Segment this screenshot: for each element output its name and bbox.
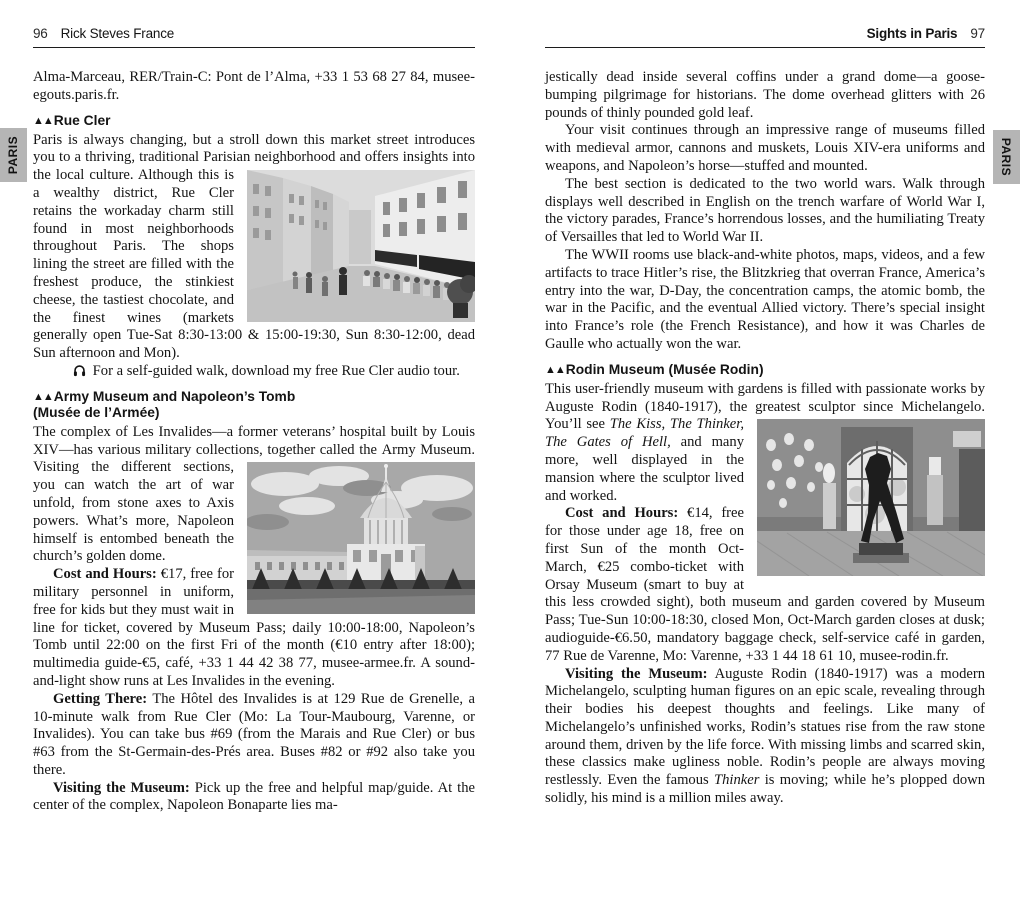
rodin-walking-man-photo [757, 419, 985, 576]
text-run: For a self-guided walk, download my free Rue Cler audio tour. [92, 362, 460, 379]
text-run: The Hôtel des Invalides is at 129 Rue de Grenelle, a 10-minute walk from Rue Cler (Mo: La Tour-Maubourg, Varenne, or Invalides). You can take bus #69 (from the Marais and Rue Cler) or bus #63 from the St-Germain-des-Prés area. Buses #82 or #92 also take you there. [33, 690, 475, 778]
paragraph-army-visiting [33, 780, 475, 816]
paragraph-wwii-rooms [545, 247, 985, 354]
heading-rodin-museum [545, 362, 985, 378]
page-number: 96 [33, 26, 48, 41]
heading-text: Rue Cler [53, 112, 111, 128]
paragraph-rue-cler [33, 132, 475, 363]
text-run: The WWII rooms use black-and-white photos, maps, videos, and a few artifacts to trace Hitler’s rise, the Blitzkrieg that overran France, America’s entry into the war, D-Day, the concentration camps, the atomic bomb, the war in the Pacific, and the eventual Allied victory. There’s special insight into France’s role (the French Resistance), and how it was Charles de Gaulle who actually won the war. [545, 246, 985, 352]
rue-cler-photo [247, 170, 475, 322]
text-run: €14, free for those under age 18, free on first Sun of the month Oct-March, €25 combo-ticket with Orsay Museum (smart to buy at this less crowded sight), both museum and garden covered by Museum Pass; Tue-Sun 10:00-18:30, closed Mon, Oct-March garden closes at dusk; audioguide-€6.50, mandatory baggage check, self-service café in garden, 77 Rue de Varenne, Mo: Varenne, +33 1 44 18 61 10, musee-rodin.fr. [545, 505, 985, 664]
visiting-museum-label: Visiting the Museum: [565, 665, 708, 682]
heading-subtitle: (Musée de l’Armée) [33, 404, 160, 420]
paragraph-audio-tour [33, 363, 475, 381]
paragraph-army-getting-there [33, 691, 475, 780]
page-header-right [545, 26, 985, 48]
paragraph-army-overview [33, 424, 475, 566]
heading-rue-cler [33, 113, 475, 129]
cost-hours-label: Cost and Hours: [53, 566, 157, 583]
getting-there-label: Getting There: [53, 690, 148, 707]
paragraph-museum-range [545, 122, 985, 175]
triangle-rating-icon: ▲▲ [545, 363, 565, 376]
page-right [545, 26, 985, 808]
side-tab-label: PARIS [6, 135, 21, 175]
side-tab-paris-right [993, 130, 1020, 184]
text-run: and many more, well displayed in the mansion where the sculptor lived and worked. [545, 434, 744, 504]
text-run: Auguste Rodin (1840-1917) was a modern Michelangelo, sculpting human figures on an epic scale, revealing through their bodies his deepest thoughts and feelings. Like many of Michelangelo’s unfinished works, Rodin’s statues rise from the raw stone around them, driven by the life force. With missing limbs and scarred skin, these classics make ugliness noble. Rodin’s people are always moving restlessly. Even the famous [545, 665, 986, 789]
book-title: Rick Steves France [60, 26, 175, 41]
text-run: jestically dead inside several coffins under a grand dome—a goose-bumping pilgrimage for historians. The dome overhead glitters with 26 pounds of thinly pounded gold leaf. [545, 69, 985, 121]
text-run: €17, free for military personnel in uniform, free for kids but they must wait in line for ticket, covered by Museum Pass; daily 10:00-18:00, Napoleon’s Tomb until 22:00 on the first Fri of the month (€10 entry after 18:00); multimedia guide-€5, café, +33 1 44 42 38 77, musee-armee.fr. A sound-and-light show runs at Les Invalides in the evening. [33, 566, 475, 689]
heading-text: Rodin Museum (Musée Rodin) [565, 361, 764, 377]
cost-hours-label: Cost and Hours: [565, 505, 679, 522]
text-run: offers insights into the local culture. Although this is a wealthy district, Rue Cler retains the workaday charm still found in most neighborhoods throughout Paris. The shops lining the street are filled with the freshest produce, the stinkiest cheese, the tastiest chocolate, and the finest wines (markets generally open Tue-Sat 8:30-13:00 & 15:00-19:30, Sun 8:30-12:00, dead Sun afternoon and Mon). [33, 149, 475, 362]
page-header-left [33, 26, 475, 48]
headphones-icon [53, 363, 86, 381]
visiting-museum-label: Visiting the Museum: [53, 779, 190, 796]
text-run: Your visit continues through an impressive range of museums filled with medieval armor, cannons and muskets, Louis XIV-era uniforms and weapons, and Napoleon’s horse—stuffed and mounted. [545, 122, 985, 174]
text-run: Army Museum. Visiting the different sections, you can watch the art of war unfold, from stone axes to Axis powers. What’s more, Napoleon himself is entombed beneath the church’s golden dome. [33, 441, 475, 565]
invalides-photo [247, 462, 475, 614]
page-number: 97 [970, 26, 985, 41]
triangle-rating-icon: ▲▲ [33, 390, 53, 403]
text-run: is moving; while he’s plopped down solidly, his mind is a million miles away. [545, 772, 985, 807]
heading-text: Army Museum and Napoleon’s Tomb [53, 388, 296, 404]
heading-army-museum [33, 389, 475, 421]
paragraph-tomb-continuation [545, 69, 985, 122]
triangle-rating-icon: ▲▲ [33, 114, 53, 127]
paragraph-rodin-overview [545, 381, 985, 506]
text-run: Alma-Marceau, RER/Train-C: Pont de l’Alma, +33 1 53 68 27 84, musee-egouts.paris.fr. [33, 69, 475, 103]
page-left [33, 26, 475, 815]
paragraph-rodin-visiting [545, 666, 985, 808]
section-title: Sights in Paris [866, 26, 958, 41]
text-run: The complex of Les Invalides—a former veterans’ hospital built by Louis XIV—has various military collections, together called the [33, 423, 475, 458]
paragraph-sewer-contact [33, 69, 475, 105]
text-run: This user-friendly museum with gardens is filled with passionate works by Auguste Rodin (1840-1917), the greatest sculptor since [545, 380, 985, 415]
paragraph-world-wars [545, 176, 985, 247]
side-tab-paris-left [0, 128, 27, 182]
text-run: Pick up the free and helpful map/guide. At the center of the complex, Napoleon Bonaparte lies ma- [33, 779, 475, 814]
text-run: Paris is always changing, but a stroll down this market street introduces you to a thriving, traditional Parisian neighborhood and [33, 131, 475, 166]
text-run: The best section is dedicated to the two world wars. Walk through displays well described in English on the trench warfare of World War I, the victory parades, France’s horrendous losses, and the humiliating Treaty of Versailles that led to World War II. [545, 175, 985, 246]
artwork-title: Thinker [714, 772, 760, 789]
text-run: Michelangelo. You’ll see [545, 398, 985, 433]
side-tab-label: PARIS [999, 137, 1014, 177]
artwork-titles: The Kiss, The Thinker, The Gates of Hell, [545, 416, 744, 451]
